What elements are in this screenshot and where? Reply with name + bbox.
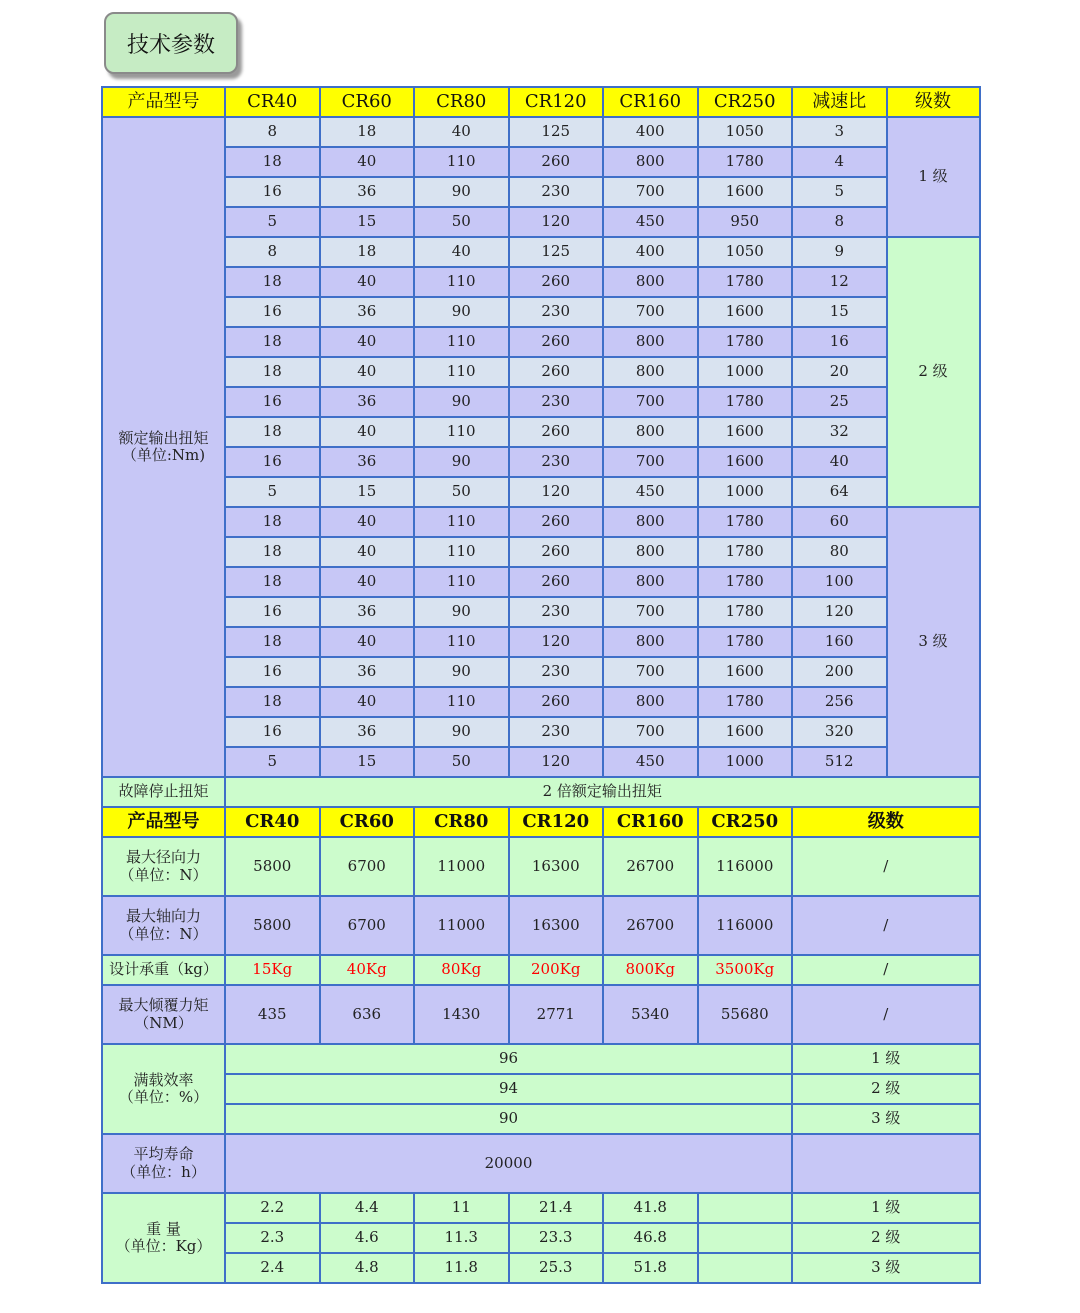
radial-row-label: 最大径向力 （单位：N） — [102, 837, 225, 896]
torque-cell: 40 — [320, 567, 415, 597]
weight-cell — [698, 1253, 793, 1283]
torque-cell: 110 — [414, 267, 509, 297]
load-row — [102, 955, 980, 985]
torque-cell: 16 — [225, 177, 320, 207]
torque-row — [102, 657, 980, 687]
torque-cell: 60 — [792, 507, 887, 537]
torque-cell: 9 — [792, 237, 887, 267]
torque-cell: 1050 — [698, 117, 793, 147]
torque-stage: 3 级 — [887, 507, 980, 777]
torque-cell: 1780 — [698, 327, 793, 357]
torque-cell: 1600 — [698, 447, 793, 477]
torque-cell: 5 — [225, 477, 320, 507]
fault-value: 2 倍额定输出扭矩 — [225, 777, 980, 807]
torque-cell: 40 — [414, 117, 509, 147]
torque-cell: 110 — [414, 567, 509, 597]
torque-cell: 25 — [792, 387, 887, 417]
efficiency-value: 96 — [225, 1044, 792, 1074]
torque-row — [102, 447, 980, 477]
torque-cell: 700 — [603, 657, 698, 687]
moment-row-cell: 636 — [320, 985, 415, 1044]
life-row — [102, 1134, 980, 1193]
torque-cell: 700 — [603, 447, 698, 477]
torque-cell: 800 — [603, 687, 698, 717]
torque-row — [102, 117, 980, 147]
torque-cell: 40 — [320, 687, 415, 717]
torque-cell: 1780 — [698, 537, 793, 567]
torque-cell: 15 — [320, 207, 415, 237]
torque-row — [102, 327, 980, 357]
torque-cell: 260 — [509, 267, 604, 297]
radial-row-cell: 11000 — [414, 837, 509, 896]
radial-row-cell: 26700 — [603, 837, 698, 896]
moment-row-cell: 435 — [225, 985, 320, 1044]
load-row-cell: 15Kg — [225, 955, 320, 985]
torque-row — [102, 687, 980, 717]
moment-row-stage: / — [792, 985, 980, 1044]
torque-cell: 400 — [603, 117, 698, 147]
torque-cell: 1000 — [698, 357, 793, 387]
fault-label: 故障停止扭矩 — [102, 777, 225, 807]
weight-stage: 1 级 — [792, 1193, 980, 1223]
torque-cell: 512 — [792, 747, 887, 777]
torque-cell: 1780 — [698, 147, 793, 177]
torque-cell: 800 — [603, 537, 698, 567]
header-model: CR60 — [320, 807, 415, 837]
weight-cell: 23.3 — [509, 1223, 604, 1253]
axial-row-cell: 116000 — [698, 896, 793, 955]
radial-row-cell: 16300 — [509, 837, 604, 896]
weight-cell: 11 — [414, 1193, 509, 1223]
torque-cell: 12 — [792, 267, 887, 297]
torque-row — [102, 417, 980, 447]
torque-row — [102, 717, 980, 747]
torque-cell: 40 — [792, 447, 887, 477]
torque-cell: 90 — [414, 447, 509, 477]
torque-row — [102, 297, 980, 327]
torque-cell: 16 — [225, 387, 320, 417]
torque-cell: 260 — [509, 327, 604, 357]
torque-cell: 18 — [320, 237, 415, 267]
torque-cell: 16 — [225, 717, 320, 747]
weight-label: 重 量 （单位：Kg） — [102, 1193, 225, 1283]
load-row-stage: / — [792, 955, 980, 985]
torque-cell: 800 — [603, 327, 698, 357]
torque-cell: 40 — [320, 417, 415, 447]
torque-cell: 110 — [414, 507, 509, 537]
torque-cell: 5 — [225, 207, 320, 237]
torque-cell: 120 — [792, 597, 887, 627]
torque-cell: 120 — [509, 747, 604, 777]
torque-cell: 1600 — [698, 657, 793, 687]
torque-cell: 1600 — [698, 177, 793, 207]
torque-cell: 700 — [603, 177, 698, 207]
torque-cell: 8 — [792, 207, 887, 237]
torque-cell: 1780 — [698, 387, 793, 417]
weight-cell — [698, 1223, 793, 1253]
torque-cell: 18 — [225, 357, 320, 387]
torque-cell: 230 — [509, 447, 604, 477]
torque-row — [102, 507, 980, 537]
weight-row — [102, 1253, 980, 1283]
torque-cell: 110 — [414, 627, 509, 657]
torque-row — [102, 747, 980, 777]
torque-cell: 230 — [509, 297, 604, 327]
torque-cell: 18 — [225, 687, 320, 717]
torque-cell: 18 — [225, 267, 320, 297]
torque-cell: 90 — [414, 297, 509, 327]
torque-cell: 1600 — [698, 417, 793, 447]
torque-cell: 5 — [792, 177, 887, 207]
torque-cell: 20 — [792, 357, 887, 387]
torque-cell: 36 — [320, 717, 415, 747]
torque-cell: 160 — [792, 627, 887, 657]
torque-cell: 110 — [414, 147, 509, 177]
torque-cell: 15 — [320, 477, 415, 507]
torque-cell: 200 — [792, 657, 887, 687]
torque-cell: 90 — [414, 657, 509, 687]
torque-cell: 230 — [509, 597, 604, 627]
torque-cell: 18 — [225, 537, 320, 567]
radial-row-cell: 6700 — [320, 837, 415, 896]
torque-cell: 1600 — [698, 717, 793, 747]
axial-row-cell: 5800 — [225, 896, 320, 955]
weight-cell: 25.3 — [509, 1253, 604, 1283]
weight-cell: 4.8 — [320, 1253, 415, 1283]
torque-cell: 230 — [509, 387, 604, 417]
header-model: CR80 — [414, 807, 509, 837]
weight-row — [102, 1193, 980, 1223]
efficiency-row — [102, 1104, 980, 1134]
weight-cell: 41.8 — [603, 1193, 698, 1223]
moment-row-cell: 5340 — [603, 985, 698, 1044]
torque-cell: 40 — [320, 507, 415, 537]
torque-cell: 260 — [509, 417, 604, 447]
torque-cell: 450 — [603, 207, 698, 237]
torque-cell: 40 — [320, 537, 415, 567]
header-stage-label: 级数 — [792, 807, 980, 837]
weight-cell: 2.2 — [225, 1193, 320, 1223]
efficiency-row — [102, 1044, 980, 1074]
torque-cell: 700 — [603, 717, 698, 747]
efficiency-value: 90 — [225, 1104, 792, 1134]
axial-row-cell: 6700 — [320, 896, 415, 955]
header-model-label: 产品型号 — [102, 87, 225, 117]
efficiency-value: 94 — [225, 1074, 792, 1104]
torque-cell: 1600 — [698, 297, 793, 327]
torque-cell: 50 — [414, 207, 509, 237]
torque-cell: 260 — [509, 687, 604, 717]
torque-cell: 50 — [414, 747, 509, 777]
header-model: CR250 — [698, 807, 793, 837]
torque-cell: 800 — [603, 267, 698, 297]
torque-cell: 32 — [792, 417, 887, 447]
efficiency-stage: 2 级 — [792, 1074, 980, 1104]
efficiency-label: 满载效率 （单位：%） — [102, 1044, 225, 1134]
torque-cell: 320 — [792, 717, 887, 747]
torque-cell: 800 — [603, 627, 698, 657]
torque-row — [102, 567, 980, 597]
torque-cell: 36 — [320, 447, 415, 477]
torque-cell: 260 — [509, 357, 604, 387]
torque-cell: 450 — [603, 747, 698, 777]
torque-row — [102, 627, 980, 657]
torque-cell: 36 — [320, 597, 415, 627]
torque-cell: 110 — [414, 417, 509, 447]
axial-row-stage: / — [792, 896, 980, 955]
torque-cell: 110 — [414, 537, 509, 567]
axial-row — [102, 896, 980, 955]
header-model: CR40 — [225, 807, 320, 837]
torque-cell: 125 — [509, 117, 604, 147]
torque-cell: 36 — [320, 177, 415, 207]
weight-cell: 11.3 — [414, 1223, 509, 1253]
header-model: CR40 — [225, 87, 320, 117]
radial-row — [102, 837, 980, 896]
load-row-cell: 3500Kg — [698, 955, 793, 985]
load-row-cell: 800Kg — [603, 955, 698, 985]
header-model: CR160 — [603, 87, 698, 117]
torque-cell: 80 — [792, 537, 887, 567]
torque-cell: 100 — [792, 567, 887, 597]
torque-cell: 1780 — [698, 567, 793, 597]
spec-table — [101, 86, 981, 1284]
load-row-cell: 200Kg — [509, 955, 604, 985]
weight-cell: 4.4 — [320, 1193, 415, 1223]
torque-cell: 36 — [320, 657, 415, 687]
radial-row-cell: 116000 — [698, 837, 793, 896]
torque-row — [102, 387, 980, 417]
torque-cell: 125 — [509, 237, 604, 267]
efficiency-stage: 1 级 — [792, 1044, 980, 1074]
torque-cell: 260 — [509, 507, 604, 537]
torque-cell: 36 — [320, 297, 415, 327]
efficiency-row — [102, 1074, 980, 1104]
fault-row — [102, 777, 980, 807]
torque-cell: 16 — [225, 657, 320, 687]
torque-cell: 3 — [792, 117, 887, 147]
torque-cell: 64 — [792, 477, 887, 507]
weight-cell: 11.8 — [414, 1253, 509, 1283]
header-model: CR120 — [509, 87, 604, 117]
torque-row — [102, 477, 980, 507]
torque-cell: 700 — [603, 597, 698, 627]
moment-row — [102, 985, 980, 1044]
weight-cell — [698, 1193, 793, 1223]
moment-row-cell: 55680 — [698, 985, 793, 1044]
life-stage — [792, 1134, 980, 1193]
torque-cell: 450 — [603, 477, 698, 507]
torque-cell: 260 — [509, 567, 604, 597]
torque-cell: 800 — [603, 147, 698, 177]
header-model-label: 产品型号 — [102, 807, 225, 837]
torque-cell: 18 — [225, 417, 320, 447]
load-row-cell: 80Kg — [414, 955, 509, 985]
weight-cell: 2.3 — [225, 1223, 320, 1253]
moment-row-cell: 1430 — [414, 985, 509, 1044]
torque-cell: 18 — [225, 327, 320, 357]
torque-cell: 8 — [225, 237, 320, 267]
torque-label: 额定输出扭矩 （单位:Nm) — [102, 117, 225, 777]
torque-cell: 800 — [603, 507, 698, 537]
torque-cell: 700 — [603, 297, 698, 327]
weight-stage: 3 级 — [792, 1253, 980, 1283]
torque-stage: 1 级 — [887, 117, 980, 237]
axial-row-label: 最大轴向力 （单位：N） — [102, 896, 225, 955]
weight-cell: 51.8 — [603, 1253, 698, 1283]
torque-cell: 950 — [698, 207, 793, 237]
torque-cell: 120 — [509, 627, 604, 657]
efficiency-stage: 3 级 — [792, 1104, 980, 1134]
torque-cell: 40 — [414, 237, 509, 267]
header-row — [102, 87, 980, 117]
torque-cell: 18 — [225, 147, 320, 177]
torque-row — [102, 267, 980, 297]
life-label: 平均寿命 （单位：h） — [102, 1134, 225, 1193]
torque-cell: 18 — [225, 567, 320, 597]
torque-cell: 18 — [225, 507, 320, 537]
torque-cell: 40 — [320, 327, 415, 357]
torque-cell: 1780 — [698, 597, 793, 627]
torque-cell: 8 — [225, 117, 320, 147]
torque-cell: 50 — [414, 477, 509, 507]
torque-cell: 16 — [225, 597, 320, 627]
torque-cell: 90 — [414, 717, 509, 747]
torque-cell: 16 — [792, 327, 887, 357]
torque-cell: 700 — [603, 387, 698, 417]
weight-row — [102, 1223, 980, 1253]
torque-cell: 5 — [225, 747, 320, 777]
torque-cell: 1780 — [698, 267, 793, 297]
torque-row — [102, 537, 980, 567]
torque-cell: 36 — [320, 387, 415, 417]
load-row-label: 设计承重（kg） — [102, 955, 225, 985]
header-stage-label: 级数 — [887, 87, 980, 117]
axial-row-cell: 26700 — [603, 896, 698, 955]
torque-cell: 1780 — [698, 627, 793, 657]
torque-cell: 230 — [509, 717, 604, 747]
torque-cell: 90 — [414, 387, 509, 417]
load-row-cell: 40Kg — [320, 955, 415, 985]
torque-row — [102, 147, 980, 177]
torque-cell: 120 — [509, 477, 604, 507]
header-model: CR250 — [698, 87, 793, 117]
torque-cell: 40 — [320, 627, 415, 657]
weight-cell: 4.6 — [320, 1223, 415, 1253]
torque-cell: 230 — [509, 177, 604, 207]
radial-row-cell: 5800 — [225, 837, 320, 896]
torque-cell: 18 — [320, 117, 415, 147]
torque-row — [102, 237, 980, 267]
radial-row-stage: / — [792, 837, 980, 896]
torque-cell: 15 — [320, 747, 415, 777]
torque-cell: 4 — [792, 147, 887, 177]
torque-cell: 110 — [414, 357, 509, 387]
header-model: CR80 — [414, 87, 509, 117]
torque-cell: 90 — [414, 597, 509, 627]
header-row-2 — [102, 807, 980, 837]
torque-cell: 16 — [225, 297, 320, 327]
torque-stage: 2 级 — [887, 237, 980, 507]
torque-cell: 40 — [320, 267, 415, 297]
torque-cell: 1050 — [698, 237, 793, 267]
torque-row — [102, 207, 980, 237]
torque-cell: 16 — [225, 447, 320, 477]
torque-cell: 260 — [509, 537, 604, 567]
torque-row — [102, 177, 980, 207]
weight-cell: 21.4 — [509, 1193, 604, 1223]
weight-cell: 46.8 — [603, 1223, 698, 1253]
torque-cell: 18 — [225, 627, 320, 657]
torque-cell: 230 — [509, 657, 604, 687]
header-model: CR60 — [320, 87, 415, 117]
torque-cell: 90 — [414, 177, 509, 207]
torque-cell: 400 — [603, 237, 698, 267]
header-ratio-label: 减速比 — [792, 87, 887, 117]
section-title: 技术参数 — [104, 12, 238, 74]
torque-cell: 15 — [792, 297, 887, 327]
torque-cell: 120 — [509, 207, 604, 237]
torque-cell: 1780 — [698, 507, 793, 537]
torque-cell: 260 — [509, 147, 604, 177]
moment-row-cell: 2771 — [509, 985, 604, 1044]
moment-row-label: 最大倾覆力矩 （NM） — [102, 985, 225, 1044]
torque-row — [102, 597, 980, 627]
torque-cell: 800 — [603, 567, 698, 597]
torque-cell: 40 — [320, 357, 415, 387]
torque-row — [102, 357, 980, 387]
torque-cell: 1000 — [698, 747, 793, 777]
weight-stage: 2 级 — [792, 1223, 980, 1253]
torque-cell: 40 — [320, 147, 415, 177]
life-value: 20000 — [225, 1134, 792, 1193]
torque-cell: 1780 — [698, 687, 793, 717]
axial-row-cell: 11000 — [414, 896, 509, 955]
torque-cell: 1000 — [698, 477, 793, 507]
header-model: CR160 — [603, 807, 698, 837]
axial-row-cell: 16300 — [509, 896, 604, 955]
weight-cell: 2.4 — [225, 1253, 320, 1283]
torque-cell: 800 — [603, 417, 698, 447]
torque-cell: 256 — [792, 687, 887, 717]
torque-cell: 800 — [603, 357, 698, 387]
header-model: CR120 — [509, 807, 604, 837]
torque-cell: 110 — [414, 327, 509, 357]
torque-cell: 110 — [414, 687, 509, 717]
